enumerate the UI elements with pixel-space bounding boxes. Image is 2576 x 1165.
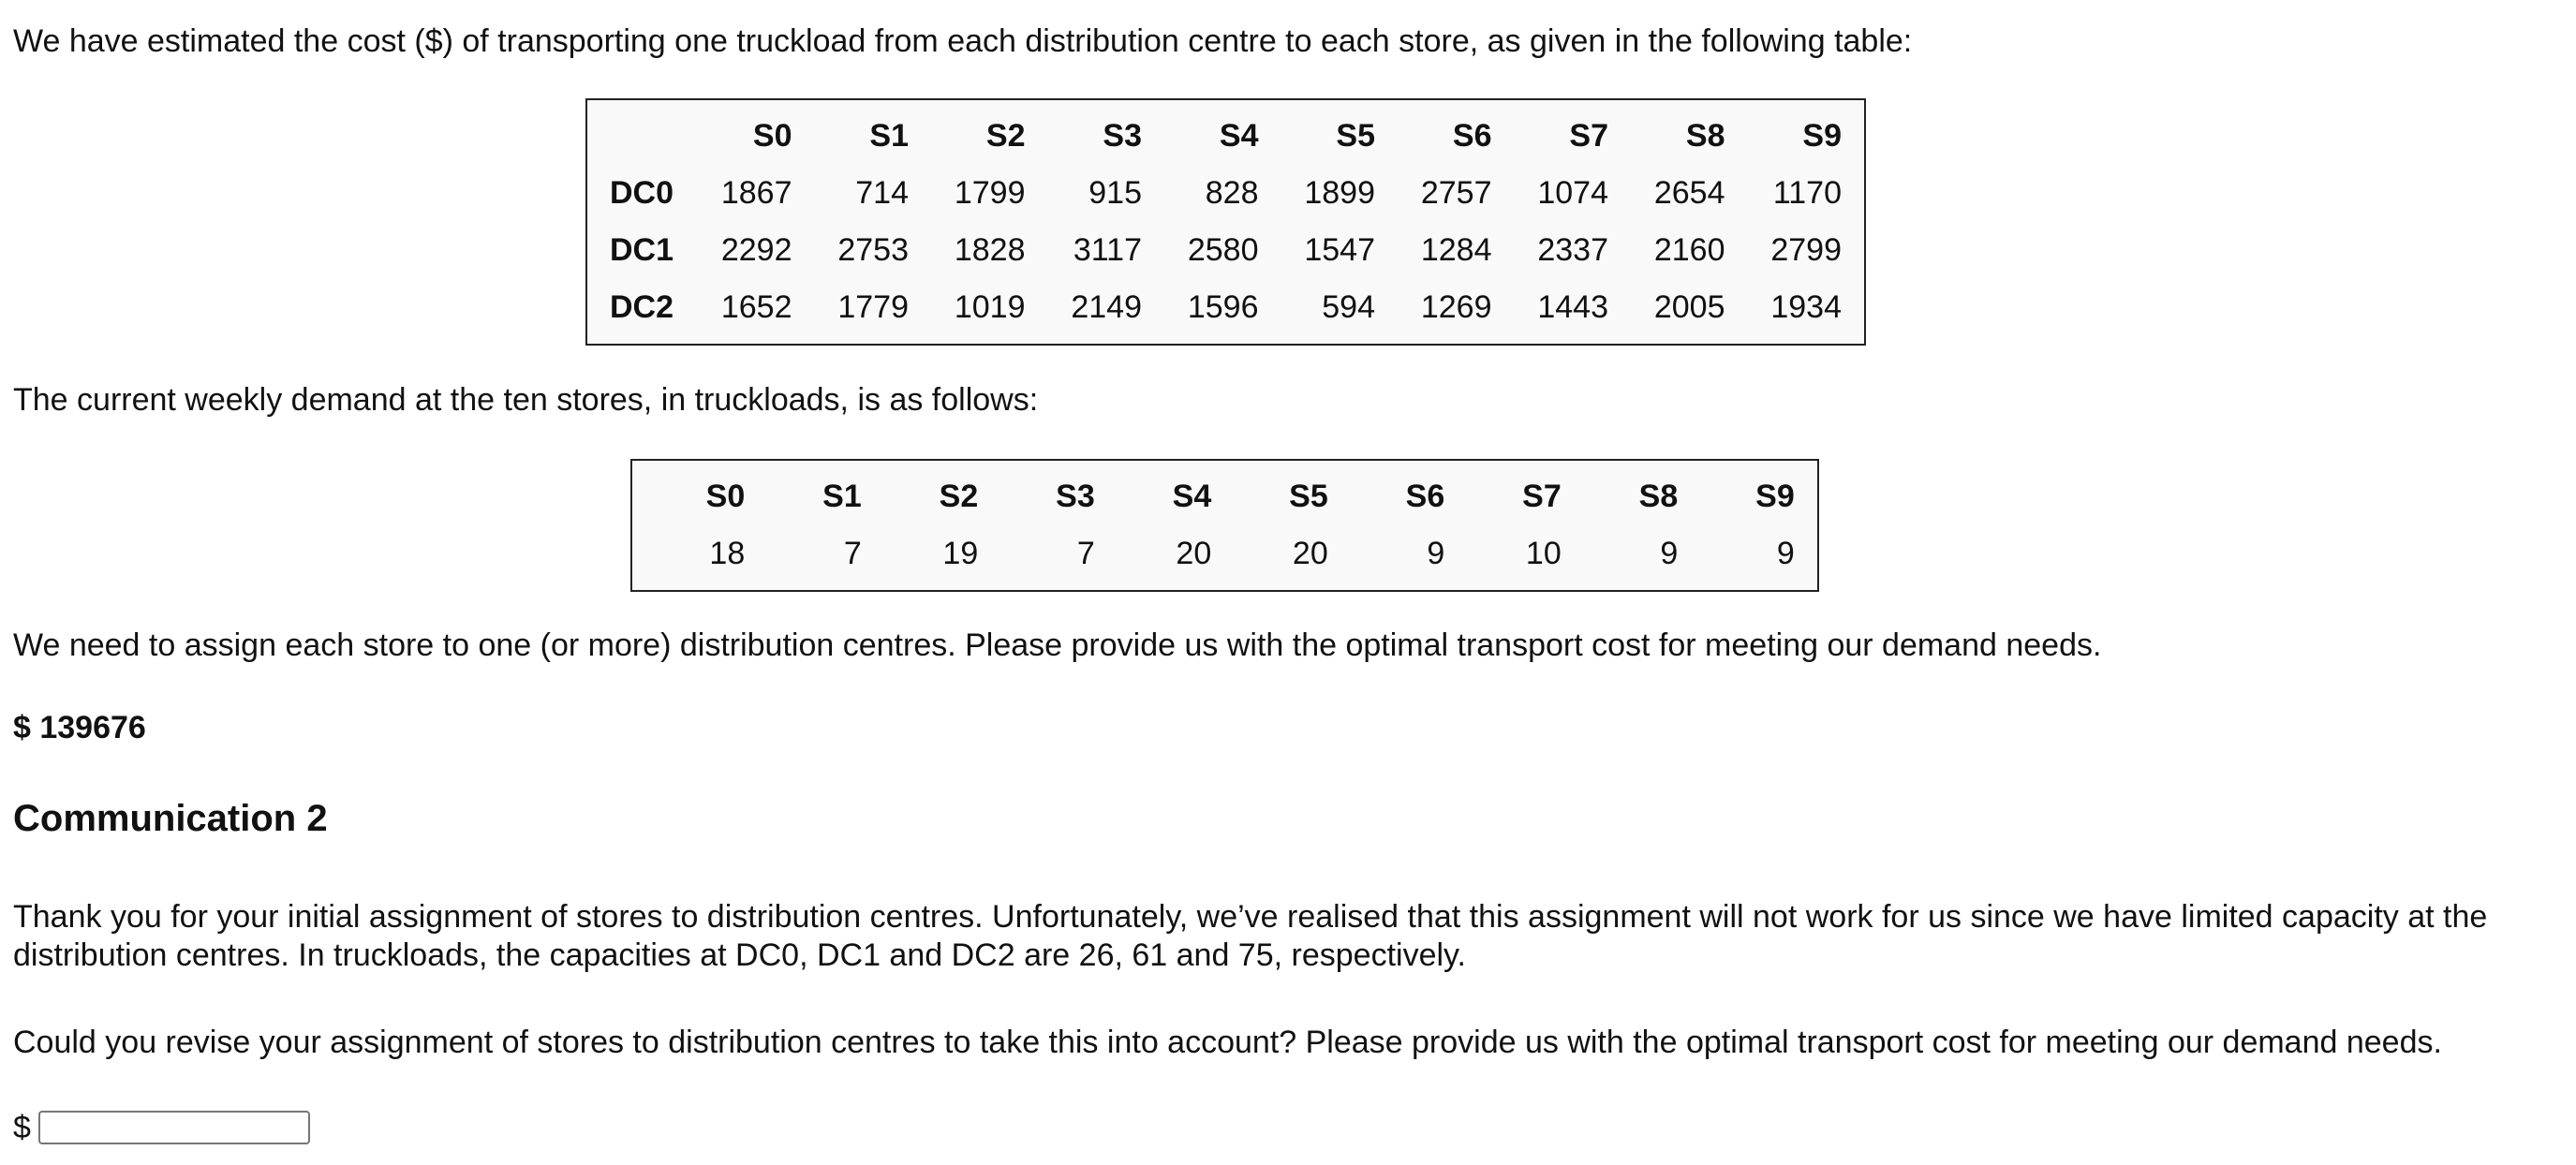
cost-cell: 2337 — [1537, 231, 1608, 268]
cost-cell: 1074 — [1537, 174, 1608, 211]
currency-label: $ — [13, 1109, 31, 1145]
answer-input[interactable] — [38, 1111, 310, 1144]
demand-cell: 19 — [942, 535, 979, 571]
demand-header-cell: S7 — [1522, 478, 1562, 514]
demand-cell: 20 — [1176, 535, 1212, 571]
table-row — [655, 525, 1795, 582]
demand-header-cell: S5 — [1289, 478, 1328, 514]
cost-header-cell: S2 — [985, 117, 1026, 154]
cost-header-cell: S9 — [1802, 117, 1842, 154]
cost-cell: 1596 — [1187, 288, 1259, 325]
demand-table-header-row — [655, 468, 1795, 525]
cost-cell: 1019 — [954, 288, 1026, 325]
cost-cell: 915 — [1088, 174, 1142, 211]
cost-header-cell: S7 — [1569, 117, 1608, 154]
cost-cell: 1443 — [1537, 288, 1608, 325]
demand-intro-text: The current weekly demand at the ten stores, in truckloads, is as follows: — [13, 381, 1039, 418]
cost-cell: 2160 — [1653, 231, 1725, 268]
demand-cell: 10 — [1525, 535, 1562, 571]
demand-header-cell: S3 — [1056, 478, 1095, 514]
cost-cell: 2799 — [1770, 231, 1842, 268]
intro-text: We have estimated the cost ($) of transporting one truckload from each distribution centre to each store, as given in the following table: — [13, 23, 1913, 59]
row-header-dc1: DC1 — [610, 231, 674, 268]
demand-cell: 18 — [709, 535, 746, 571]
cost-cell: 1799 — [954, 174, 1026, 211]
cost-cell: 828 — [1205, 174, 1259, 211]
cost-cell: 594 — [1322, 288, 1375, 325]
table-row — [610, 222, 1842, 279]
cost-cell: 1867 — [720, 174, 792, 211]
cost-cell: 1828 — [954, 231, 1026, 268]
cost-cell: 1170 — [1772, 174, 1842, 211]
revise-text: Could you revise your assignment of stores to distribution centres to take this into account? Please provide us with the optimal transport cost for meeting our demand needs. — [13, 1024, 2442, 1060]
demand-cell: 9 — [1427, 535, 1445, 571]
table-row — [610, 165, 1842, 222]
cost-table-header-row — [610, 108, 1842, 165]
cost-header-cell: S6 — [1452, 117, 1492, 154]
table-row — [610, 279, 1842, 336]
section-heading: Communication 2 — [13, 798, 328, 840]
demand-header-cell: S8 — [1638, 478, 1679, 514]
cost-cell: 1652 — [720, 288, 792, 325]
demand-cell: 7 — [843, 535, 862, 571]
answer-value: $ 139676 — [13, 710, 146, 746]
demand-cell: 9 — [1776, 535, 1795, 571]
cost-cell: 1284 — [1420, 231, 1492, 268]
thanks-text: Thank you for your initial assignment of stores to distribution centres. Unfortunately, we’ve realised that this assignment will not work for us since we have limited capacity at the distribution centres. In truckloads, the capacities at DC0, DC1 and DC2 are 26, 61 and 75, respectively. — [13, 899, 2488, 973]
cost-cell: 1934 — [1770, 288, 1842, 325]
cost-cell: 1547 — [1304, 231, 1375, 268]
demand-cell: 20 — [1292, 535, 1328, 571]
cost-cell: 714 — [855, 174, 909, 211]
cost-cell: 1269 — [1420, 288, 1492, 325]
demand-table — [630, 459, 1819, 592]
cost-header-cell: S0 — [752, 117, 792, 154]
demand-header-cell: S2 — [939, 478, 979, 514]
cost-cell: 2753 — [837, 231, 909, 268]
cost-cell: 1779 — [837, 288, 909, 325]
cost-cell: 2005 — [1653, 288, 1725, 325]
cost-cell: 1899 — [1304, 174, 1375, 211]
assign-text: We need to assign each store to one (or more) distribution centres. Please provide us with the optimal transport cost for meeting our demand needs. — [13, 627, 2102, 663]
cost-cell: 3117 — [1073, 231, 1142, 268]
row-header-dc2: DC2 — [610, 288, 674, 325]
cost-cell: 2149 — [1071, 288, 1142, 325]
demand-header-cell: S4 — [1172, 478, 1212, 514]
cost-cell: 2654 — [1653, 174, 1725, 211]
cost-header-cell: S8 — [1685, 117, 1725, 154]
cost-header-cell: S3 — [1103, 117, 1142, 154]
corner-cell — [610, 108, 675, 165]
demand-cell: 9 — [1660, 535, 1679, 571]
cost-cell: 2580 — [1187, 231, 1259, 268]
demand-header-cell: S0 — [705, 478, 746, 514]
answer-input-row — [13, 1109, 2563, 1147]
cost-table — [585, 98, 1866, 346]
cost-table-wrapper — [13, 98, 2438, 346]
demand-table-wrapper — [13, 459, 2436, 592]
cost-cell: 2757 — [1420, 174, 1492, 211]
cost-header-cell: S1 — [869, 117, 909, 154]
demand-cell: 7 — [1076, 535, 1095, 571]
cost-header-cell: S4 — [1219, 117, 1259, 154]
demand-header-cell: S1 — [822, 478, 862, 514]
cost-header-cell: S5 — [1336, 117, 1375, 154]
cost-cell: 2292 — [720, 231, 792, 268]
demand-header-cell: S9 — [1755, 478, 1795, 514]
demand-header-cell: S6 — [1405, 478, 1445, 514]
row-header-dc0: DC0 — [610, 174, 674, 211]
